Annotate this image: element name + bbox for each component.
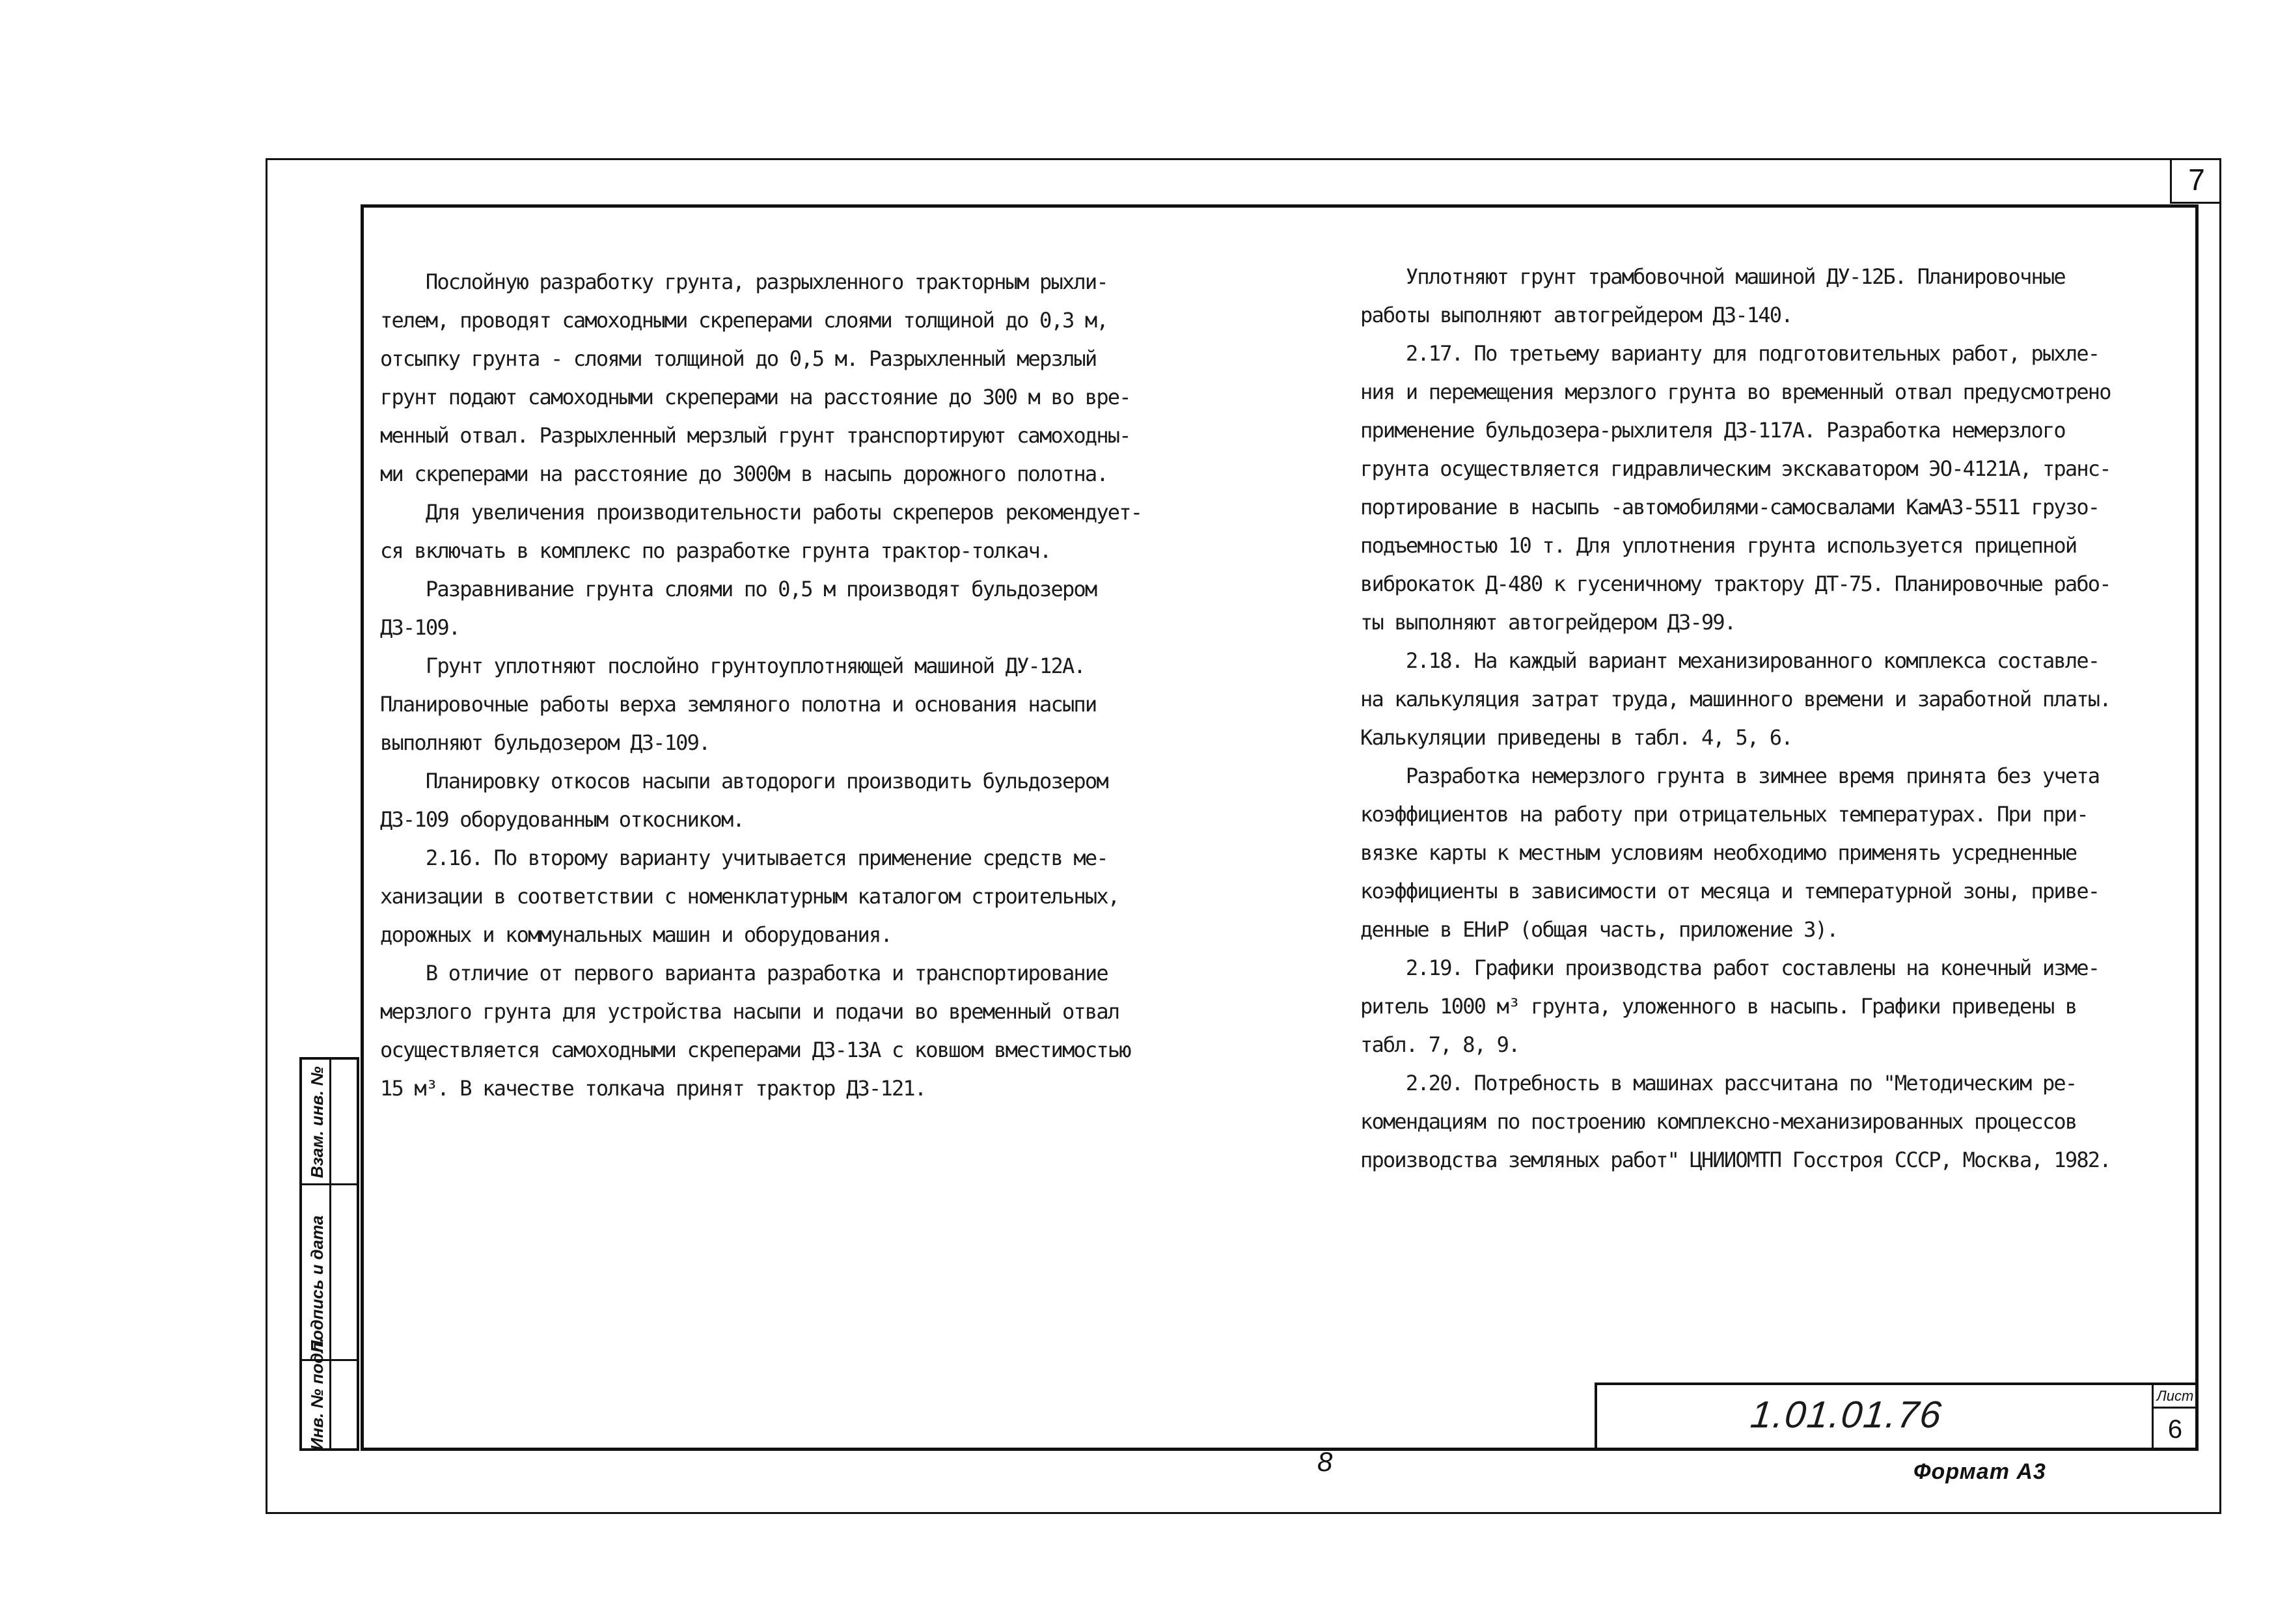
text-line: В отличие от первого варианта разработка и транспортирование: [380, 961, 1108, 985]
text-line: 2.16. По второму варианту учитывается применение средств ме-: [380, 846, 1108, 870]
text-line: 2.20. Потребность в машинах рассчитана по "Методическим ре-: [1360, 1071, 2077, 1095]
text-line: Разравнивание грунта слоями по 0,5 м производят бульдозером: [380, 577, 1097, 601]
bottom-page-number: 8: [1317, 1446, 1333, 1477]
side-stamp: [299, 1057, 359, 1451]
text-line: дорожных и коммунальных машин и оборудования.: [380, 922, 892, 947]
document-code: 1.01.01.76: [1748, 1394, 1945, 1436]
text-line: Уплотняют грунт трамбовочной машиной ДУ-12Б. Планировочные: [1360, 264, 2065, 289]
side-stamp-divider: [302, 1183, 357, 1185]
left-paragraph: [380, 263, 1226, 493]
right-paragraph: [1360, 949, 2180, 1064]
left-paragraph: [380, 839, 1226, 954]
text-line: выполняют бульдозером ДЗ-109.: [380, 730, 710, 755]
text-line: менный отвал. Разрыхленный мерзлый грунт транспортируют самоходны-: [380, 423, 1131, 448]
right-paragraph: [1360, 258, 2180, 335]
side-stamp-label-signature: Подпись и дата: [307, 1215, 327, 1353]
text-line: портирование в насыпь -автомобилями-самосвалами КамАЗ-5511 грузо-: [1360, 495, 2100, 519]
text-line: ханизации в соответствии с номенклатурным каталогом строительных,: [380, 884, 1119, 909]
text-line: грунта осуществляется гидравлическим экскаватором ЭО-4121А, транс-: [1360, 456, 2111, 481]
text-line: на калькуляция затрат труда, машинного времени и заработной платы.: [1360, 687, 2111, 711]
text-line: комендациям по построению комплексно-механизированных процессов: [1360, 1109, 2077, 1134]
text-line: Планировку откосов насыпи автодороги производить бульдозером: [380, 769, 1108, 793]
text-line: виброкаток Д-480 к гусеничному трактору ДТ-75. Планировочные рабо-: [1360, 571, 2111, 596]
text-line: 15 м³. В качестве толкача принят трактор ДЗ-121.: [380, 1076, 926, 1101]
text-line: мерзлого грунта для устройства насыпи и подачи во временный отвал: [380, 999, 1119, 1024]
text-line: табл. 7, 8, 9.: [1360, 1032, 1520, 1057]
text-line: производства земляных работ" ЦНИИОМТП Госстроя СССР, Москва, 1982.: [1360, 1148, 2111, 1172]
text-line: 2.17. По третьему варианту для подготовительных работ, рыхле-: [1360, 341, 2100, 366]
text-line: осуществляется самоходными скреперами ДЗ-13А с ковшом вместимостью: [380, 1038, 1131, 1062]
text-line: ния и перемещения мерзлого грунта во временный отвал предусмотрено: [1360, 379, 2111, 404]
left-paragraph: [380, 954, 1226, 1108]
left-paragraph: [380, 493, 1226, 570]
side-stamp-label-inv: Инв. № подл.: [307, 1338, 327, 1450]
text-line: телем, проводят самоходными скреперами слоями толщиной до 0,3 м,: [380, 308, 1108, 333]
text-line: ся включать в комплекс по разработке грунта трактор-толкач.: [380, 538, 1051, 563]
text-line: Для увеличения производительности работы скреперов рекомендует-: [380, 500, 1142, 525]
text-line: ты выполняют автогрейдером ДЗ-99.: [1360, 610, 1736, 635]
left-paragraph: [380, 647, 1226, 762]
text-line: Послойную разработку грунта, разрыхленного тракторным рыхли-: [380, 269, 1108, 294]
sheet-label: Лист: [2152, 1384, 2199, 1409]
text-line: применение бульдозера-рыхлителя ДЗ-117А. Разработка немерзлого: [1360, 418, 2065, 443]
text-line: ДЗ-109.: [380, 615, 460, 640]
right-paragraph: [1360, 757, 2180, 949]
text-line: отсыпку грунта - слоями толщиной до 0,5 м. Разрыхленный мерзлый: [380, 346, 1097, 371]
text-line: ми скреперами на расстояние до 3000м в насыпь дорожного полотна.: [380, 461, 1108, 486]
text-line: Грунт уплотняют послойно грунтоуплотняющей машиной ДУ-12А.: [380, 654, 1085, 678]
text-line: коэффициентов на работу при отрицательных температурах. При при-: [1360, 802, 2088, 827]
text-line: вязке карты к местным условиям необходимо применять усредненные: [1360, 840, 2077, 865]
side-stamp-label-replace: Взам. инв. №: [307, 1066, 327, 1178]
right-text-column: [1360, 258, 2180, 1179]
text-line: 2.19. Графики производства работ составлены на конечный изме-: [1360, 956, 2100, 980]
right-paragraph: [1360, 642, 2180, 757]
text-line: ритель 1000 м³ грунта, уложенного в насыпь. Графики приведены в: [1360, 994, 2077, 1019]
format-label: Формат А3: [1913, 1459, 2046, 1484]
corner-page-number: 7: [2170, 158, 2221, 204]
text-line: работы выполняют автогрейдером ДЗ-140.: [1360, 303, 1792, 327]
text-line: подъемностью 10 т. Для уплотнения грунта используется прицепной: [1360, 533, 2077, 558]
text-line: 2.18. На каждый вариант механизированного комплекса составле-: [1360, 648, 2100, 673]
text-line: коэффициенты в зависимости от месяца и температурной зоны, приве-: [1360, 879, 2100, 903]
text-line: грунт подают самоходными скреперами на расстояние до 300 м во вре-: [380, 385, 1131, 409]
left-text-column: [380, 263, 1226, 1108]
text-line: Калькуляции приведены в табл. 4, 5, 6.: [1360, 725, 1792, 750]
text-line: денные в ЕНиР (общая часть, приложение 3).: [1360, 917, 1838, 942]
side-stamp-divider: [329, 1060, 331, 1448]
right-paragraph: [1360, 335, 2180, 642]
left-paragraph: [380, 762, 1226, 839]
sheet-number: 6: [2167, 1415, 2183, 1444]
left-paragraph: [380, 570, 1226, 647]
text-line: Разработка немерзлого грунта в зимнее время принята без учета: [1360, 764, 2100, 788]
text-line: Планировочные работы верха земляного полотна и основания насыпи: [380, 692, 1097, 717]
right-paragraph: [1360, 1064, 2180, 1179]
text-line: ДЗ-109 оборудованным откосником.: [380, 807, 744, 832]
